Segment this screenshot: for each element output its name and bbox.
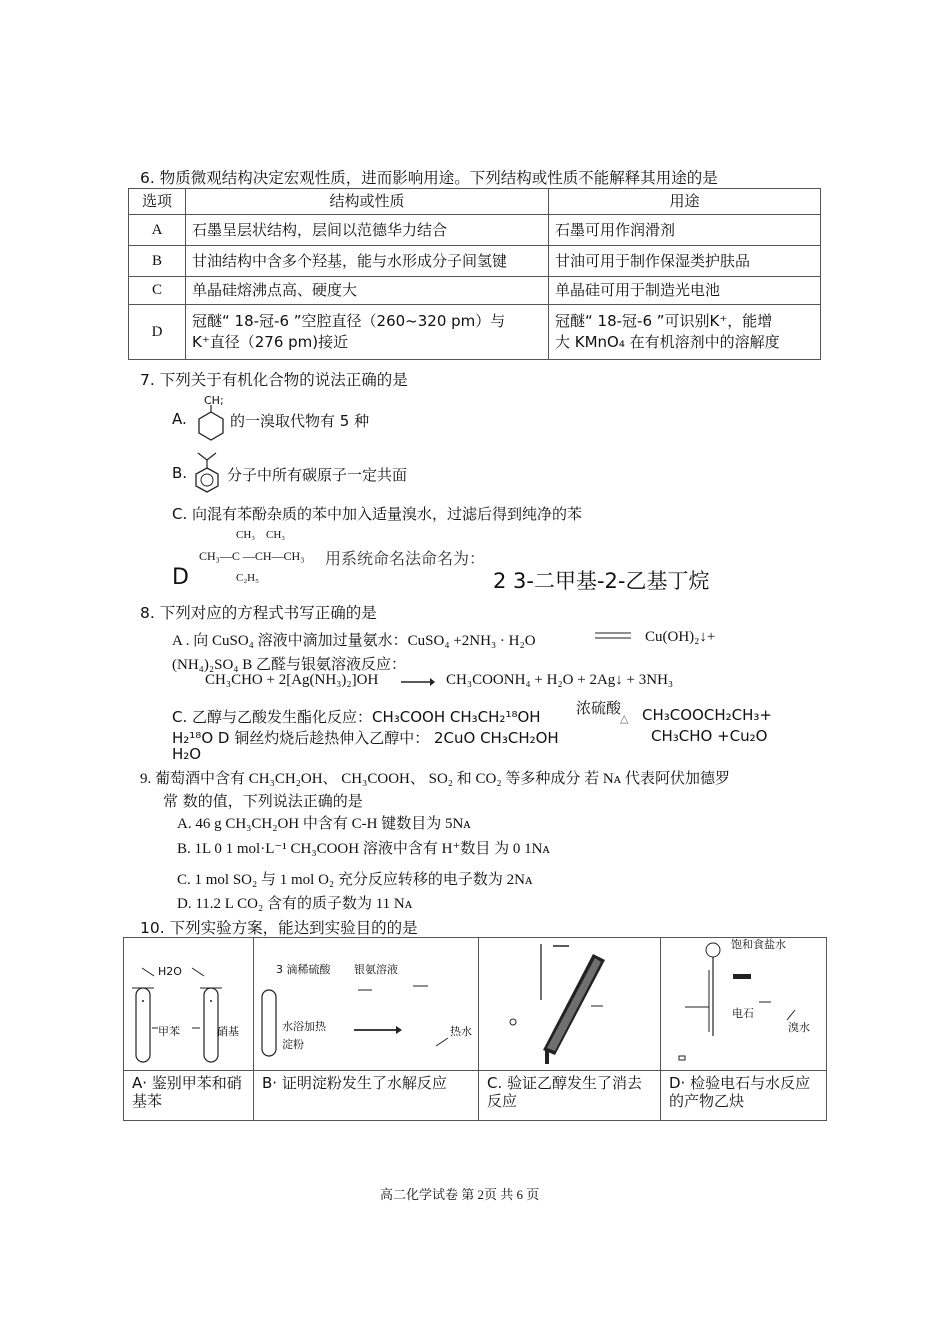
use-d-line2: 大 KMnO₄ 在有机溶剂中的溶解度 [555, 333, 780, 351]
option-a: A [129, 215, 186, 246]
q8-d-product: CH₃CHO +Cu₂O [651, 727, 768, 745]
use-b: 甘油可用于制作保湿类护肤品 [549, 246, 821, 277]
q10-a-h2o: H2O [158, 965, 182, 978]
q7-a-text: 的一溴取代物有 5 种 [230, 412, 370, 430]
structure-d-line2: K⁺直径（276 pm)接近 [192, 333, 349, 351]
q8-b-eq-right: CH₃COONH₄ + H₂O + 2Ag↓ + 3NH₃ [446, 672, 674, 688]
q7-d-label: D [172, 565, 189, 590]
q9-stem-line2: 常 数的值，下列说法正确的是 [163, 792, 363, 810]
q7-a-ch3: CH; [204, 394, 224, 407]
q7-stem: 7. 下列关于有机化合物的说法正确的是 [140, 371, 408, 389]
q10-stem: 10. 下列实验方案，能达到实验目的的是 [140, 919, 418, 937]
q8-a-line1: A . 向 CuSO₄ 溶液中滴加过量氨水：CuSO₄ +2NH₃ · H₂O [172, 633, 536, 649]
q9-stem-line1: 9. 葡萄酒中含有 CH₃CH₂OH、 CH₃COOH、 SO₂ 和 CO₂ 等多种成分 若 Nᴀ 代表阿伏加德罗 [140, 771, 730, 787]
q10-d-br: 溴水 [788, 1021, 810, 1034]
structure-a: 石墨呈层状结构，层间以范德华力结合 [186, 215, 549, 246]
q7-d-ch3-top1: CH₃ [236, 529, 256, 541]
header-option: 选项 [129, 189, 186, 215]
q10-a-nitro: 硝基 [217, 1025, 239, 1038]
isopropylbenzene-icon [193, 448, 229, 496]
heat-symbol-icon: △ [620, 712, 629, 725]
q8-d-line3: H₂O [172, 745, 202, 763]
q8-stem: 8. 下列对应的方程式书写正确的是 [140, 604, 377, 622]
q7-d-c2h5: C₂H₅ [236, 572, 259, 584]
acetylene-apparatus-icon [665, 940, 823, 1068]
q8-c-condition: 浓硫酸 [576, 699, 622, 717]
page-footer: 高二化学试卷 第 2页 共 6 页 [380, 1187, 540, 1202]
q9-option-b: B. 1L 0 1 mol·L⁻¹ CH₃COOH 溶液中含有 H⁺数目 为 0 1Nᴀ [177, 841, 550, 857]
test-tubes-icon [132, 956, 247, 1066]
q10-b-hot: 热水 [450, 1025, 472, 1038]
use-a: 石墨可用作润滑剂 [549, 215, 821, 246]
structure-c: 单晶硅熔沸点高、硬度大 [186, 277, 549, 305]
q8-a-product: Cu(OH)₂↓+ [645, 629, 716, 645]
q7-d-name: 2 3-二甲基-2-乙基丁烷 [493, 569, 710, 593]
use-d [549, 305, 821, 360]
header-use: 用途 [549, 189, 821, 215]
q7-d-chain: CH₃—C —CH—CH₃ [199, 549, 305, 563]
q10-diagram-a [124, 938, 254, 1071]
q7-b-label: B. [172, 464, 188, 482]
q10-b-ag: 银氨溶液 [354, 963, 398, 976]
structure-d-line1: 冠醚“ 18-冠-6 ”空腔直径（260~320 pm）与 [192, 312, 506, 330]
structure-d [186, 305, 549, 360]
q10-diagram-d [661, 938, 827, 1071]
q10-diagram-c [479, 938, 661, 1071]
q7-b-text: 分子中所有碳原子一定共面 [227, 466, 408, 484]
q10-d-brine: 饱和食盐水 [731, 938, 786, 951]
q8-c-line2: H₂¹⁸O D 铜丝灼烧后趁热伸入乙醇中： 2CuO CH₃CH₂OH [172, 729, 559, 747]
q7-a-label: A. [172, 410, 187, 428]
q10-option-b: B· 证明淀粉发生了水解反应 [254, 1071, 479, 1121]
option-d: D [129, 305, 186, 360]
q10-b-acid: 3 滴稀硫酸 [276, 963, 331, 976]
q10-d-carbide: 电石 [732, 1007, 754, 1020]
structure-b: 甘油结构中含多个羟基，能与水形成分子间氢键 [186, 246, 549, 277]
q8-b-eq-left: CH₃CHO + 2[Ag(NH₃)₂]OH [205, 672, 379, 688]
q6-stem: 6. 物质微观结构决定宏观性质，进而影响用途。下列结构或性质不能解释其用途的是 [140, 169, 718, 187]
q9-option-a: A. 46 g CH₃CH₂OH 中含有 C-H 键数目为 5Nᴀ [177, 816, 471, 832]
q7-d-ch3-top2: CH₃ [266, 529, 286, 541]
arrow-right-icon [400, 676, 436, 688]
q10-option-d: D· 检验电石与水反应的产物乙炔 [661, 1071, 827, 1121]
q8-c-line1: C. 乙醇与乙酸发生酯化反应：CH₃COOH CH₃CH₂¹⁸OH [172, 708, 541, 726]
q9-option-c: C. 1 mol SO₂ 与 1 mol O₂ 充分反应转移的电子数为 2Nᴀ [177, 872, 533, 888]
q10-table [123, 937, 827, 1121]
q7-d-mid: 用系统命名法命名为： [325, 551, 486, 568]
q8-a-line2: (NH₄)₂SO₄ B 乙醛与银氨溶液反应： [172, 657, 407, 673]
q10-diagram-b [254, 938, 479, 1071]
distillation-apparatus-icon [483, 940, 659, 1068]
q7-c-text: C. 向混有苯酚杂质的苯中加入适量溴水，过滤后得到纯净的苯 [172, 505, 583, 523]
option-b: B [129, 246, 186, 277]
use-d-line1: 冠醚“ 18-冠-6 ”可识别K⁺，能增 [555, 312, 773, 330]
q6-table [128, 188, 821, 360]
equals-sign-icon [594, 630, 632, 642]
header-structure: 结构或性质 [186, 189, 549, 215]
q8-c-product: CH₃COOCH₂CH₃+ [642, 706, 772, 724]
option-c: C [129, 277, 186, 305]
use-c: 单晶硅可用于制造光电池 [549, 277, 821, 305]
q10-option-a: A· 鉴别甲苯和硝基苯 [124, 1071, 254, 1121]
q10-b-starch: 淀粉 [282, 1038, 304, 1051]
q10-b-bath: 水浴加热 [282, 1020, 326, 1033]
methylcyclohexane-icon [192, 404, 228, 448]
q10-a-toluene: 甲苯 [158, 1025, 180, 1038]
q9-option-d: D. 11.2 L CO₂ 含有的质子数为 11 Nᴀ [177, 896, 413, 912]
q10-option-c: C. 验证乙醇发生了消去反应 [479, 1071, 661, 1121]
